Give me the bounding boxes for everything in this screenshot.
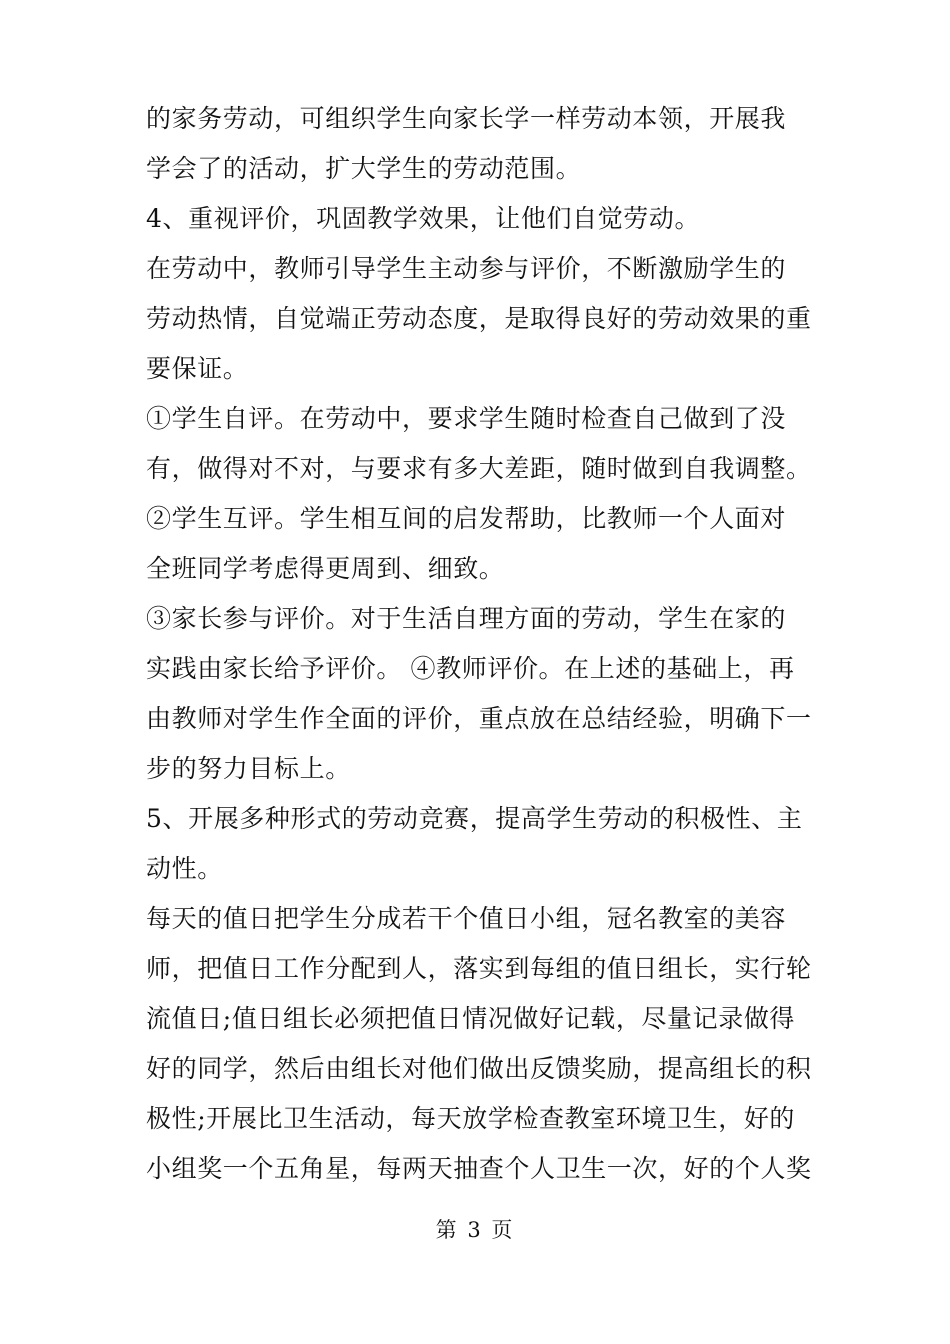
text-line: 由教师对学生作全面的评价，重点放在总结经验，明确下一 xyxy=(146,704,812,733)
text-line: 在劳动中，教师引导学生主动参与评价，不断激励学生的 xyxy=(146,254,787,283)
text-line: 有，做得对不对，与要求有多大差距，随时做到自我调整。 xyxy=(146,454,812,483)
text-line: 要保证。 xyxy=(146,354,249,383)
text-line: 实践由家长给予评价。 ④教师评价。在上述的基础上，再 xyxy=(146,654,795,683)
page-number: 第 3 页 xyxy=(435,1218,515,1242)
text-line: 5、开展多种形式的劳动竞赛，提高学生劳动的积极性、主 xyxy=(146,804,803,833)
text-line: ②学生互评。学生相互间的启发帮助，比教师一个人面对 xyxy=(146,504,787,533)
text-line: 的家务劳动，可组织学生向家长学一样劳动本领，开展我 xyxy=(146,104,787,133)
text-line: ①学生自评。在劳动中，要求学生随时检查自己做到了没 xyxy=(146,404,787,433)
text-line: 小组奖一个五角星，每两天抽查个人卫生一次，好的个人奖 xyxy=(146,1154,812,1183)
text-line: 劳动热情，自觉端正劳动态度，是取得良好的劳动效果的重 xyxy=(146,304,812,333)
text-line: 动性。 xyxy=(146,854,223,883)
text-line: 全班同学考虑得更周到、细致。 xyxy=(146,554,505,583)
text-line: 学会了的活动，扩大学生的劳动范围。 xyxy=(146,154,582,183)
text-line: 步的努力目标上。 xyxy=(146,754,351,783)
text-line: 极性;开展比卫生活动，每天放学检查教室环境卫生，好的 xyxy=(146,1104,796,1133)
text-line: ③家长参与评价。对于生活自理方面的劳动，学生在家的 xyxy=(146,604,787,633)
text-line: 好的同学，然后由组长对他们做出反馈奖励，提高组长的积 xyxy=(146,1054,812,1083)
text-line: 4、重视评价，巩固教学效果，让他们自觉劳动。 xyxy=(146,204,701,233)
text-line: 每天的值日把学生分成若干个值日小组，冠名教室的美容 xyxy=(146,904,787,933)
text-line: 师，把值日工作分配到人，落实到每组的值日组长，实行轮 xyxy=(146,954,812,983)
text-line: 流值日;值日组长必须把值日情况做好记载，尽量记录做得 xyxy=(146,1004,796,1033)
